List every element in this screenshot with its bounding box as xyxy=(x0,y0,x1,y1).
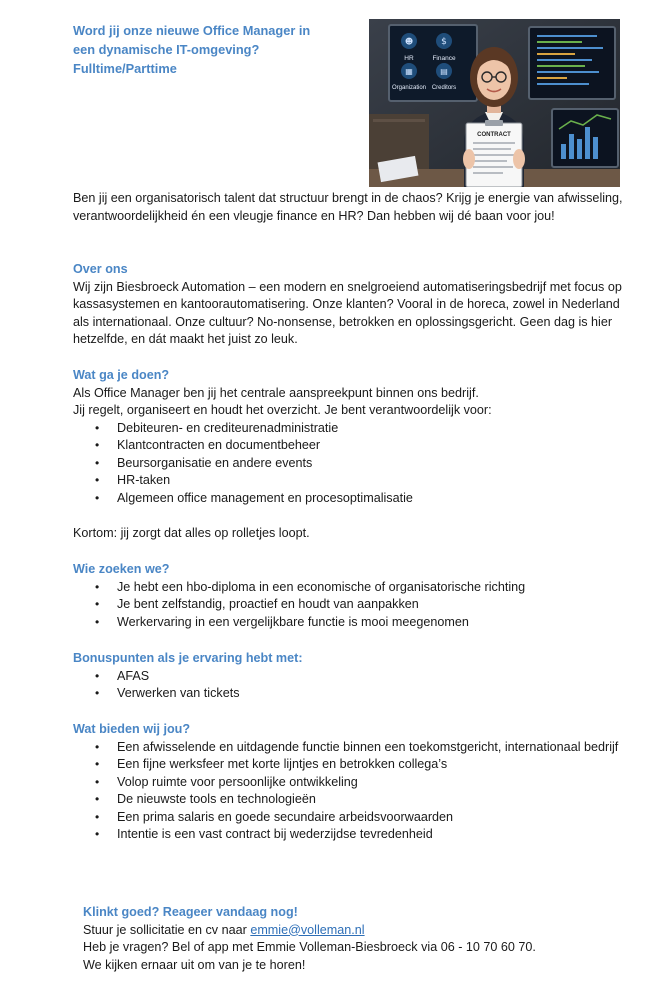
bonus-section xyxy=(73,650,633,703)
contract-clipboard xyxy=(463,120,525,187)
title-line-1: Word jij onze nieuwe Office Manager in xyxy=(73,23,311,38)
left-monitor xyxy=(389,25,477,101)
vacancy-title xyxy=(73,21,343,78)
email-link[interactable]: emmie@volleman.nl xyxy=(250,922,365,937)
illustration-svg xyxy=(369,19,620,187)
monitor-label-creditors: Creditors xyxy=(431,85,457,91)
list-item: • Klantcontracten en documentbeheer xyxy=(95,438,321,453)
list-item: • Je hebt een hbo-diploma in een economische of organisatorische richting xyxy=(95,579,526,594)
list-item: • Verwerken van tickets xyxy=(95,686,240,701)
list-item: • HR-taken xyxy=(95,473,171,488)
clipboard-label: CONTRACT xyxy=(477,132,511,138)
tasks-line-1: Als Office Manager ben jij het centrale aanspreekpunt binnen ons bedrijf. xyxy=(73,385,479,400)
monitor-label-finance: Finance xyxy=(432,55,456,62)
list-item: • AFAS xyxy=(95,668,150,683)
list-item: • Intentie is een vast contract bij wederzijdse tevredenheid xyxy=(95,827,433,842)
tasks-summary-section xyxy=(73,525,633,543)
list-item: • Een afwisselende en uitdagende functie binnen een toekomstgericht, internationaal bedrijf xyxy=(95,739,619,754)
list-item: • Een fijne werksfeer met korte lijntjes en betrokken collega’s xyxy=(95,757,448,772)
list-item: • Debiteuren- en crediteurenadministratie xyxy=(95,420,339,435)
apply-line xyxy=(83,922,623,940)
tasks-list xyxy=(73,420,633,508)
list-item: • De nieuwste tools en technologieën xyxy=(95,792,316,807)
intro-section xyxy=(73,190,633,225)
bonus-list xyxy=(73,668,633,703)
list-item: • Algemeen office management en procesoptimalisatie xyxy=(95,491,413,506)
profile-heading: Wie zoeken we? xyxy=(73,562,170,576)
title-line-2: een dynamische IT-omgeving? xyxy=(73,42,260,57)
tasks-heading: Wat ga je doen? xyxy=(73,368,170,382)
contact-heading: Klinkt goed? Reageer vandaag nog! xyxy=(83,905,298,919)
svg-text:▤: ▤ xyxy=(440,67,448,76)
list-item: • Beursorganisatie en andere events xyxy=(95,455,313,470)
monitor-label-organization: Organization xyxy=(391,85,427,91)
about-section xyxy=(73,261,633,349)
monitor-label-hr: HR xyxy=(404,55,414,62)
tasks-line-2: Jij regelt, organiseert en houdt het overzicht. Je bent verantwoordelijk voor: xyxy=(73,403,492,418)
about-text: Wij zijn Biesbroeck Automation – een modern en snelgroeiend automatiseringsbedrijf met focus op kassasystemen en kantoorautomatisering. Onze klanten? Vooral in de horeca, zowel in Nederland als internationaal. Onze cultuur? No-nonsense, betrokken en oplossingsgericht. Geen dag is hier hetzelfde, en dát maakt het juist zo leuk. xyxy=(73,279,622,347)
closing-line: We kijken ernaar uit om van je te horen! xyxy=(83,957,306,972)
svg-text:☻: ☻ xyxy=(404,37,414,46)
offer-section xyxy=(73,721,623,844)
offer-list xyxy=(73,739,623,845)
contact-section xyxy=(83,904,623,974)
profile-list xyxy=(73,579,633,632)
svg-text:▦: ▦ xyxy=(405,67,413,76)
list-item: • Volop ruimte voor persoonlijke ontwikkeling xyxy=(95,774,358,789)
list-item: • Je bent zelfstandig, proactief en houdt van aanpakken xyxy=(95,597,419,612)
offer-heading: Wat bieden wij jou? xyxy=(73,722,191,736)
about-heading: Over ons xyxy=(73,262,128,276)
office-manager-illustration xyxy=(369,19,620,187)
tasks-summary: Kortom: jij zorgt dat alles op rolletjes loopt. xyxy=(73,526,310,540)
list-item: • Een prima salaris en goede secundaire arbeidsvoorwaarden xyxy=(95,809,454,824)
bonus-heading: Bonuspunten als je ervaring hebt met: xyxy=(73,651,303,665)
profile-section xyxy=(73,561,633,631)
intro-text: Ben jij een organisatorisch talent dat structuur brengt in de chaos? Krijg je energie van afwisseling, verantwoordelijkheid én een vleugje finance en HR? Dan hebben wij dé baan voor jou! xyxy=(73,191,623,223)
svg-text:$: $ xyxy=(441,37,447,47)
tasks-section xyxy=(73,367,633,508)
questions-line: Heb je vragen? Bel of app met Emmie Volleman-Biesbroeck via 06 - 10 70 60 70. xyxy=(83,940,536,955)
apply-prefix: Stuur je sollicitatie en cv naar xyxy=(83,922,251,937)
title-line-3: Fulltime/Parttime xyxy=(73,61,177,76)
list-item: • Werkervaring in een vergelijkbare functie is mooi meegenomen xyxy=(95,614,469,629)
